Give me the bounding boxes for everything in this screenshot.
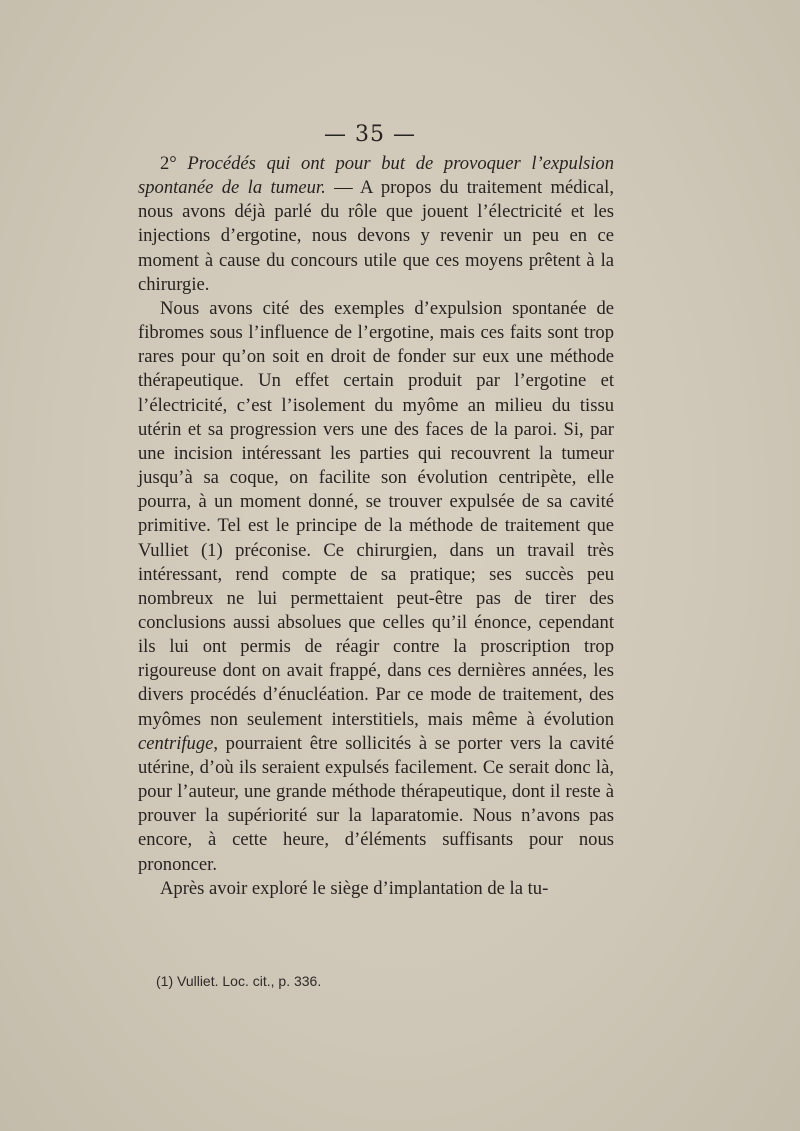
paragraph-1-text: — A propos du traitement médical, nous avons déjà parlé du rôle que jouent l’électricité et les injections d’ergotine, nous devons y revenir un peu en ce moment à cause du concours utile que ces moyens prêtent à la chirurgie.: [138, 177, 614, 295]
page-number: — 35 —: [324, 122, 416, 147]
section-title: Procédés qui ont pour but de provoquer l’expulsion spontanée de la tumeur.: [138, 153, 614, 199]
paragraph-1: [138, 152, 614, 297]
section-number: 2°: [160, 153, 177, 174]
body-text: [138, 152, 614, 901]
italic-term: centrifuge: [138, 732, 214, 754]
paragraph-3: [138, 877, 614, 901]
footnote: (1) Vulliet. Loc. cit., p. 336.: [156, 973, 322, 989]
paragraph-3-text: Après avoir exploré le siège d’implantation de la tu-: [160, 877, 549, 899]
paragraph-2: [138, 297, 614, 877]
paragraph-2-text-start: Nous avons cité des exemples d’expulsion spontanée de fibromes sous l’influence de l’ergotine, mais ces faits sont trop rares pour qu’on soit en droit de fonder sur eux une méthode thérapeutique. Un effet certain produit par l’ergotine et l’électricité, c’est l’isolement du myôme an milieu du tissu utérin et sa progression vers une des faces de la paroi. Si, par une incision intéressant les parties qui recouvrent la tumeur jusqu’à sa coque, on facilite son évolution centripète, elle pourra, à un moment donné, se trouver expulsée de sa cavité primitive. Tel est le principe de la méthode de traitement que Vulliet (1) préconise. Ce chirurgien, dans un travail très intéressant, rend compte de sa pratique; ses succès peu nombreux ne lui permettaient peut-être pas de tirer des conclusions aussi absolues que celles qu’il énonce, cependant ils lui ont permis de réagir contre la proscription trop rigoureuse dont on avait frappé, dans ces dernières années, les divers procédés d’énucléation. Par ce mode de traitement, des myômes non seulement interstitiels, mais même à évolution: [138, 297, 614, 730]
paragraph-2-text-end: , pourraient être sollicités à se porter vers la cavité utérine, d’où ils seraient expulsés facilement. Ce serait donc là, pour l’auteur, une grande méthode thérapeutique, dont il reste à prouver la supériorité sur la laparatomie. Nous n’avons pas encore, à cette heure, d’éléments suffisants pour nous prononcer.: [138, 732, 614, 875]
